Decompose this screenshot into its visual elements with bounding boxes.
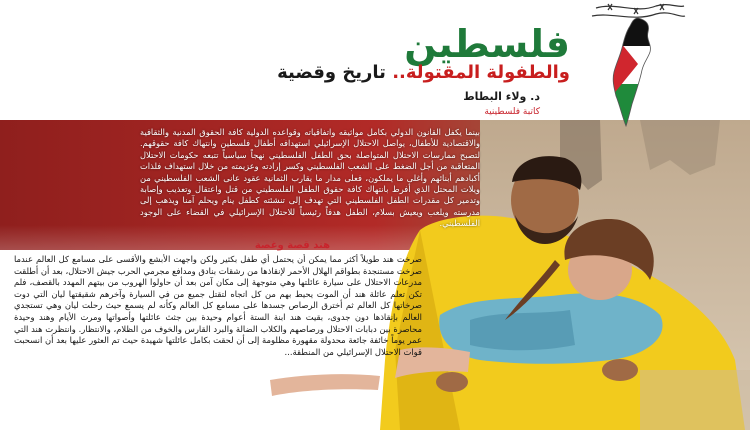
article-title: فلسطين	[404, 22, 570, 66]
article-subtitle	[130, 62, 570, 84]
body-paragraph	[14, 254, 422, 430]
body-text: صرخت هند طويلاً أكثر مما يمكن أن يحتمل أي طفل بكثير ولكن واجهت الأبشع والأقسى على مسامع كل العالم عندما صرخت مستنجدة بطواقم الهلال الأحمر لإنقاذها من رشقات بنادق ومدافع مجرمي الحرب جيش الاحتلال، بعد أن أطلقت مدرعات الاحتلال على سيارة عائلتها وهي متوجهة إلى مكان آمن بعد أن حاولوا الهروب من بيتهم المهدد بالقصف، فلم تكن تعلم عائلة هند أن الموت يحيط بهم من كل اتجاه لتقتل جميع من في السيارة وآخرهم شقيقتها ليان التي دوت صرخاتها كل العالم ثم أخترق الرصاص جسدها على مسامع كل العالم وكأنه لم يسمع حيث رحلت ليان وهي تستجدي العالم بإنقاذها دون جدوى، بقيت هند ابنة الستة أعوام وحيدة بين جثث عائلتها وأصواتها ومرت الأيام وهند وحيدة محاصرة بين دبابات الاحتلال ورصاصهم والكلاب الضالة والبرد القارس والخوف من الظلام، والانتظار. وانتظرت هند التي عمر يوماً خائفة جائعة محدولة مقهورة مظلومة إلى أن لحقت بكامل عائلتها شهيدة حيث تم العثور عليها بعد أن انسحبت قوات الاحتلال الإسرائيلي من المنطقة...	[14, 254, 422, 357]
subtitle-rest: تاريخ وقضية	[277, 62, 386, 83]
author-name: د. ولاء البطاط	[463, 90, 540, 103]
subtitle-highlight: والطفولة المقتولة..	[392, 62, 570, 83]
intro-paragraph: بينما يكفل القانون الدولي بكامل مواثيقه واتفاقياته وقواعده الدولية كافة الحقوق المدنية والثقافية والاقتصادية للأطفال، يواصل الاحتلال الإسرائيلي استهدافه أطفال فلسطين وانتهاك كافة حقوقهم. لتصبح ممارسات الاحتلال المتواصلة بحق الطفل الفلسطيني نهجاً سياسياً تتبعه حكومات الاحتلال المتعاقبة من أجل الضغط على الشعب الفلسطيني وكسر إرادته وعزيمته من خلال استهداف فلذات أكبادهم أبنائهم وأغلى ما يملكون، فعلى مدار ما يقارب الثمانية عقود عانى الشعب الفلسطيني من ويلات المحتل الذي أفرط بانتهاك كافة حقوق الطفل الفلسطيني من قتل واعتقال وتعذيب وإصابة وتدمير كل مقدرات الطفل الفلسطيني التي تهدف إلى تنشئته كطفل ينام ويحلم آمنا ويذهب إلى مدرسته ويلعب ويعيش بسلام، الطفل هدفاً رئيسياً للاحتلال الإسرائيلي في القضاء على الوجود الفلسطيني.	[140, 127, 480, 229]
palestine-map-flag-icon	[586, 0, 686, 128]
barbed-wire-icon	[592, 4, 685, 17]
author-role: كاتبة فلسطينية	[484, 107, 540, 117]
section-heading: هند قصة وغصة	[254, 240, 330, 251]
